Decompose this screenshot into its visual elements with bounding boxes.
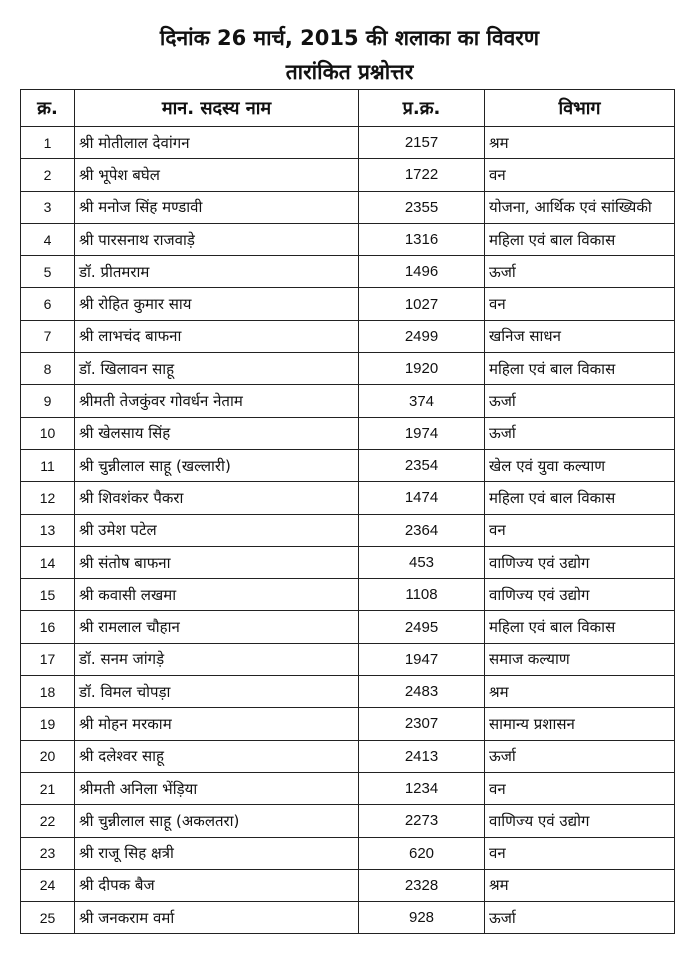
page-subtitle: तारांकित प्रश्नोत्तर: [285, 60, 414, 84]
department-cell: महिला एवं बाल विकास: [485, 353, 675, 385]
serial-cell: 9: [21, 385, 75, 417]
department-cell: ऊर्जा: [485, 256, 675, 288]
member-name-cell: श्री शिवशंकर पैकरा: [75, 482, 359, 514]
serial-cell: 15: [21, 579, 75, 611]
table-row: [21, 708, 675, 740]
table-row: [21, 385, 675, 417]
member-name-cell: श्री मोतीलाल देवांगन: [75, 127, 359, 159]
department-cell: ऊर्जा: [485, 385, 675, 417]
member-name-cell: डॉ. खिलावन साहू: [75, 353, 359, 385]
table-row: [21, 449, 675, 481]
table-body: [21, 127, 675, 934]
member-name-cell: श्रीमती तेजकुंवर गोवर्धन नेताम: [75, 385, 359, 417]
question-number-cell: 1947: [359, 643, 485, 675]
department-cell: खनिज साधन: [485, 320, 675, 352]
table-row: [21, 191, 675, 223]
department-cell: वाणिज्य एवं उद्योग: [485, 546, 675, 578]
member-name-cell: श्री दलेश्वर साहू: [75, 740, 359, 772]
header-question-number: प्र.क्र.: [359, 90, 485, 127]
question-number-cell: 453: [359, 546, 485, 578]
table-row: [21, 353, 675, 385]
department-cell: श्रम: [485, 676, 675, 708]
department-cell: सामान्य प्रशासन: [485, 708, 675, 740]
table-row: [21, 320, 675, 352]
serial-cell: 3: [21, 191, 75, 223]
table-row: [21, 902, 675, 934]
member-name-cell: श्री कवासी लखमा: [75, 579, 359, 611]
table-row: [21, 643, 675, 675]
table-row: [21, 223, 675, 255]
table-row: [21, 482, 675, 514]
table-row: [21, 288, 675, 320]
member-name-cell: श्री राजू सिह क्षत्री: [75, 837, 359, 869]
question-number-cell: 2413: [359, 740, 485, 772]
serial-cell: 13: [21, 514, 75, 546]
question-number-cell: 2499: [359, 320, 485, 352]
question-number-cell: 1316: [359, 223, 485, 255]
department-cell: महिला एवं बाल विकास: [485, 611, 675, 643]
serial-cell: 7: [21, 320, 75, 352]
question-number-cell: 2273: [359, 805, 485, 837]
serial-cell: 18: [21, 676, 75, 708]
serial-cell: 20: [21, 740, 75, 772]
member-name-cell: श्री चुन्नीलाल साहू (खल्लारी): [75, 449, 359, 481]
member-name-cell: श्री पारसनाथ राजवाड़े: [75, 223, 359, 255]
page-title: दिनांक 26 मार्च, 2015 की शलाका का विवरण: [159, 26, 540, 50]
header-member-name: मान. सदस्य नाम: [75, 90, 359, 127]
department-cell: वन: [485, 772, 675, 804]
question-number-cell: 2483: [359, 676, 485, 708]
serial-cell: 23: [21, 837, 75, 869]
member-name-cell: डॉ. विमल चोपड़ा: [75, 676, 359, 708]
member-name-cell: श्री चुन्नीलाल साहू (अकलतरा): [75, 805, 359, 837]
member-name-cell: डॉ. प्रीतमराम: [75, 256, 359, 288]
department-cell: वन: [485, 159, 675, 191]
department-cell: वाणिज्य एवं उद्योग: [485, 579, 675, 611]
question-number-cell: 1234: [359, 772, 485, 804]
question-number-cell: 2307: [359, 708, 485, 740]
member-name-cell: श्री मनोज सिंह मण्डावी: [75, 191, 359, 223]
table-row: [21, 127, 675, 159]
table-row: [21, 514, 675, 546]
serial-cell: 8: [21, 353, 75, 385]
member-name-cell: श्री दीपक बैज: [75, 869, 359, 901]
member-name-cell: श्री लाभचंद बाफना: [75, 320, 359, 352]
member-name-cell: श्री भूपेश बघेल: [75, 159, 359, 191]
department-cell: वाणिज्य एवं उद्योग: [485, 805, 675, 837]
member-name-cell: श्री उमेश पटेल: [75, 514, 359, 546]
table-row: [21, 740, 675, 772]
table-row: [21, 546, 675, 578]
department-cell: ऊर्जा: [485, 902, 675, 934]
serial-cell: 12: [21, 482, 75, 514]
question-number-cell: 928: [359, 902, 485, 934]
table-header-row: [21, 90, 675, 127]
question-number-cell: 2354: [359, 449, 485, 481]
question-number-cell: 620: [359, 837, 485, 869]
department-cell: वन: [485, 514, 675, 546]
serial-cell: 10: [21, 417, 75, 449]
question-table: [20, 89, 675, 934]
serial-cell: 19: [21, 708, 75, 740]
question-number-cell: 2495: [359, 611, 485, 643]
question-number-cell: 1108: [359, 579, 485, 611]
member-name-cell: श्री रोहित कुमार साय: [75, 288, 359, 320]
table-row: [21, 676, 675, 708]
table-row: [21, 611, 675, 643]
serial-cell: 14: [21, 546, 75, 578]
serial-cell: 25: [21, 902, 75, 934]
question-number-cell: 1974: [359, 417, 485, 449]
department-cell: वन: [485, 288, 675, 320]
serial-cell: 5: [21, 256, 75, 288]
department-cell: ऊर्जा: [485, 417, 675, 449]
question-number-cell: 1920: [359, 353, 485, 385]
serial-cell: 22: [21, 805, 75, 837]
question-number-cell: 2328: [359, 869, 485, 901]
header-department: विभाग: [485, 90, 675, 127]
department-cell: महिला एवं बाल विकास: [485, 223, 675, 255]
table-row: [21, 772, 675, 804]
department-cell: महिला एवं बाल विकास: [485, 482, 675, 514]
header-serial: क्र.: [21, 90, 75, 127]
member-name-cell: डॉ. सनम जांगड़े: [75, 643, 359, 675]
question-number-cell: 2157: [359, 127, 485, 159]
department-cell: श्रम: [485, 869, 675, 901]
table-row: [21, 837, 675, 869]
table-row: [21, 805, 675, 837]
question-number-cell: 374: [359, 385, 485, 417]
member-name-cell: श्री रामलाल चौहान: [75, 611, 359, 643]
question-number-cell: 2355: [359, 191, 485, 223]
serial-cell: 21: [21, 772, 75, 804]
question-number-cell: 2364: [359, 514, 485, 546]
department-cell: श्रम: [485, 127, 675, 159]
member-name-cell: श्री खेलसाय सिंह: [75, 417, 359, 449]
serial-cell: 16: [21, 611, 75, 643]
table-row: [21, 159, 675, 191]
serial-cell: 2: [21, 159, 75, 191]
table-row: [21, 417, 675, 449]
member-name-cell: श्री मोहन मरकाम: [75, 708, 359, 740]
question-number-cell: 1474: [359, 482, 485, 514]
member-name-cell: श्रीमती अनिला भेंड़िया: [75, 772, 359, 804]
serial-cell: 11: [21, 449, 75, 481]
department-cell: योजना, आर्थिक एवं सांख्यिकी: [485, 191, 675, 223]
department-cell: समाज कल्याण: [485, 643, 675, 675]
question-number-cell: 1027: [359, 288, 485, 320]
serial-cell: 6: [21, 288, 75, 320]
question-number-cell: 1496: [359, 256, 485, 288]
table-row: [21, 256, 675, 288]
question-number-cell: 1722: [359, 159, 485, 191]
table-row: [21, 869, 675, 901]
department-cell: खेल एवं युवा कल्याण: [485, 449, 675, 481]
member-name-cell: श्री संतोष बाफना: [75, 546, 359, 578]
member-name-cell: श्री जनकराम वर्मा: [75, 902, 359, 934]
department-cell: ऊर्जा: [485, 740, 675, 772]
table-row: [21, 579, 675, 611]
department-cell: वन: [485, 837, 675, 869]
serial-cell: 24: [21, 869, 75, 901]
serial-cell: 1: [21, 127, 75, 159]
serial-cell: 4: [21, 223, 75, 255]
serial-cell: 17: [21, 643, 75, 675]
